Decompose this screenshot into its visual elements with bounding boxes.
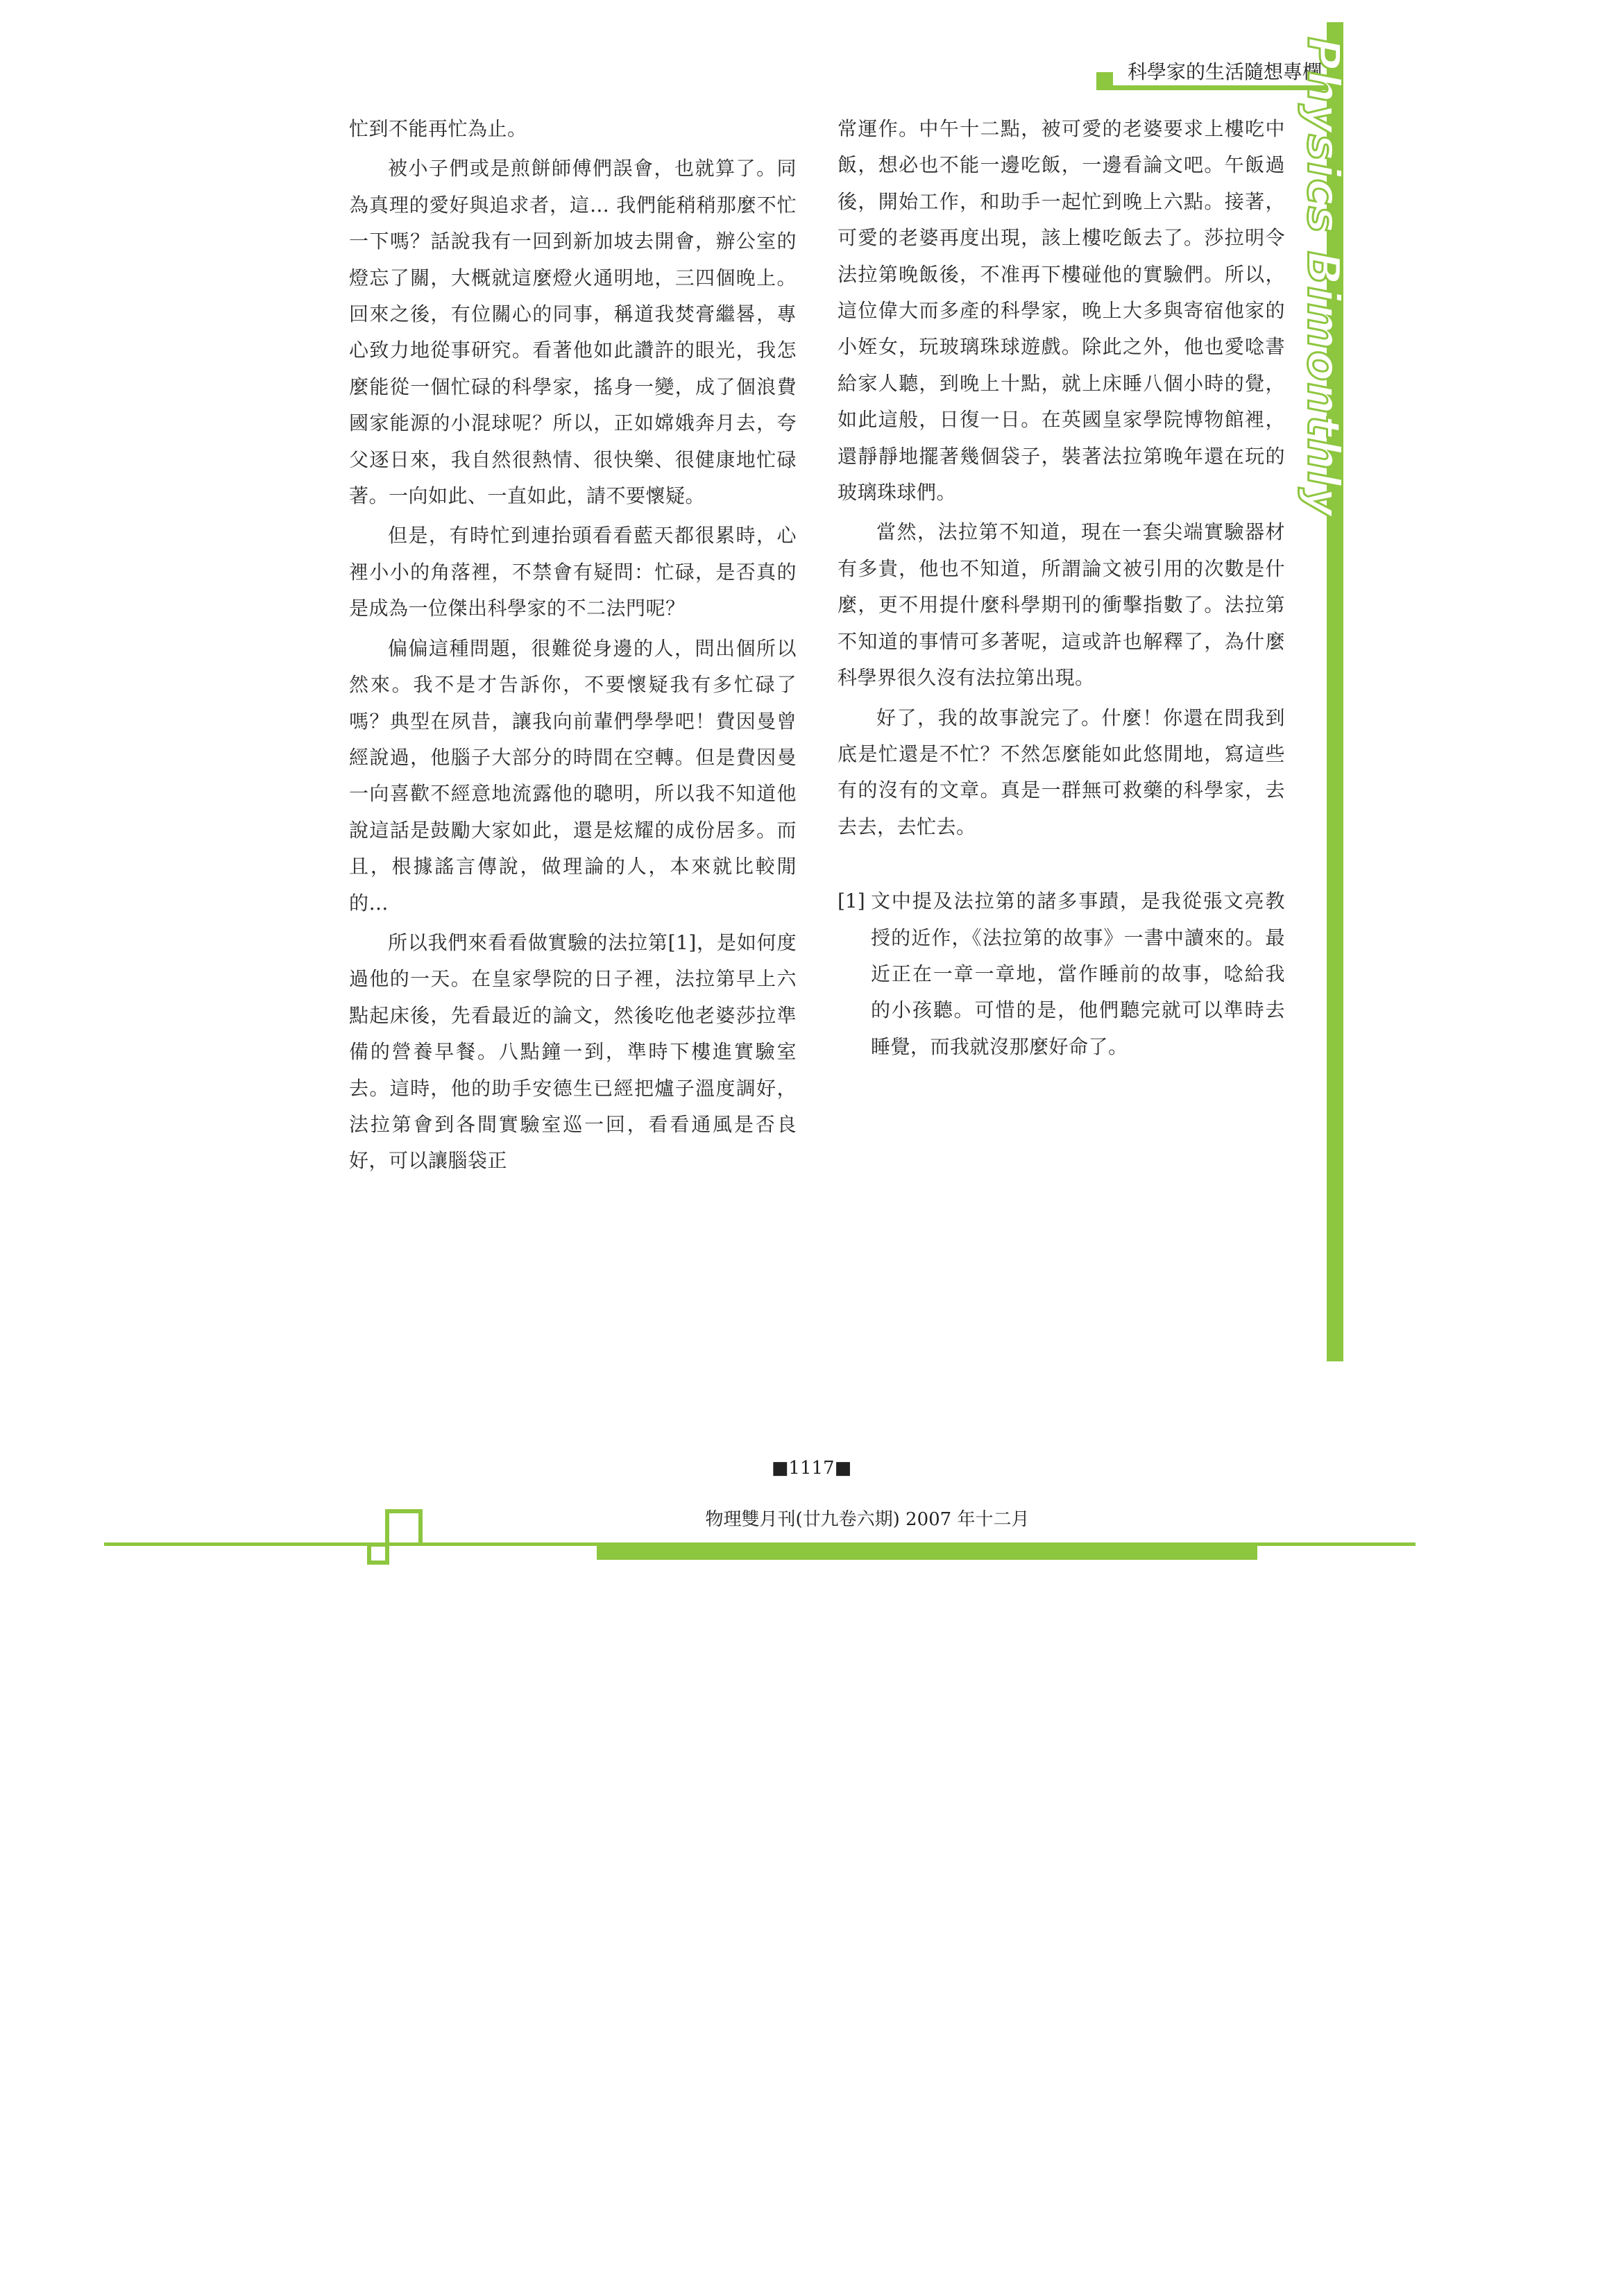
paragraph: 常運作。中午十二點，被可愛的老婆要求上樓吃中飯，想必也不能一邊吃飯，一邊看論文吧。午飯過後，開始工作，和助手一起忙到晚上六點。接著，可愛的老婆再度出現，該上樓吃飯去了。莎拉明令法拉第晚飯後，不准再下樓碰他的實驗們。所以，這位偉大而多產的科學家，晚上大多與寄宿他家的小姪女，玩玻璃珠球遊戲。除此之外，他也愛唸書給家人聽，到晚上十點，就上床睡八個小時的覺，如此這般，日復一日。在英國皇家學院博物館裡，還靜靜地擺著幾個袋子，裝著法拉第晚年還在玩的玻璃珠球們。 [838,117,1285,504]
paragraph: 當然，法拉第不知道，現在一套尖端實驗器材有多貴，他也不知道，所謂論文被引用的次數是什麼，更不用提什麼科學期刊的衝擊指數了。法拉第不知道的事情可多著呢，這或許也解釋了，為什麼科學界很久沒有法拉第出現。 [838,520,1285,690]
paragraph: 好了，我的故事說完了。什麼！你還在問我到底是忙還是不忙？不然怎麼能如此悠閒地，寫這些有的沒有的文章。真是一群無可救藥的科學家，去去去，去忙去。 [838,706,1285,838]
left-column [349,111,797,1180]
paragraph: 但是，有時忙到連抬頭看看藍天都很累時，心裡小小的角落裡，不禁會有疑問：忙碌，是否真的是成為一位傑出科學家的不二法門呢？ [349,524,797,620]
column-title: 科學家的生活隨想專欄 [1127,60,1322,83]
paragraph: 被小子們或是煎餅師傅們誤會，也就算了。同為真理的愛好與追求者，這… 我們能稍稍那麼不忙一下嗎？話說我有一回到新加坡去開會，辦公室的燈忘了關，大概就這麼燈火通明地，三四個晚上。回來之後，有位關心的同事，稱道我焚膏繼晷，專心致力地從事研究。看著他如此讚許的眼光，我怎麼能從一個忙碌的科學家，搖身一變，成了個浪費國家能源的小混球呢？所以，正如嫦娥奔月去，夸父逐日來，我自然很熱情、很快樂、很健康地忙碌著。一向如此、一直如此，請不要懷疑。 [349,157,797,508]
paragraph: 忙到不能再忙為止。 [349,117,527,140]
header-rule [1096,85,1327,90]
footnote [838,883,1285,1065]
footnote-text: 文中提及法拉第的諸多事蹟，是我從張文亮教授的近作，《法拉第的故事》一書中讀來的。最近正在一章一章地，當作睡前的故事，唸給我的小孩聽。可惜的是，他們聽完就可以準時去睡覺，而我就沒那麼好命了。 [871,890,1285,1058]
spine-text: Physics Bimonthly [1298,37,1349,518]
journal-spine-logo [1298,37,1349,518]
right-column [838,111,1285,1065]
footnote-marker: [1] [838,890,865,913]
page-number: ■1117■ [771,1458,852,1479]
footer-step-ornament [366,1508,423,1565]
journal-issue-info: 物理雙月刊(廿九卷六期) 2007 年十二月 [705,1509,1030,1530]
footer-thick-rule [597,1545,1257,1560]
paragraph: 所以我們來看看做實驗的法拉第[1]，是如何度過他的一天。在皇家學院的日子裡，法拉第早上六點起床後，先看最近的論文，然後吃他老婆莎拉準備的營養早餐。八點鐘一到，準時下樓進實驗室去。這時，他的助手安德生已經把爐子溫度調好，法拉第會到各間實驗室巡一回，看看通風是否良好，可以讓腦袋正 [349,930,797,1173]
paragraph: 偏偏這種問題，很難從身邊的人，問出個所以然來。我不是才告訴你，不要懷疑我有多忙碌了嗎？典型在夙昔，讓我向前輩們學學吧！費因曼曾經說過，他腦子大部分的時間在空轉。但是費因曼一向喜歡不經意地流露他的聰明，所以我不知道他說這話是鼓勵大家如此，還是炫耀的成份居多。而且，根據謠言傳說，做理論的人，本來就比較閒的… [349,636,797,915]
